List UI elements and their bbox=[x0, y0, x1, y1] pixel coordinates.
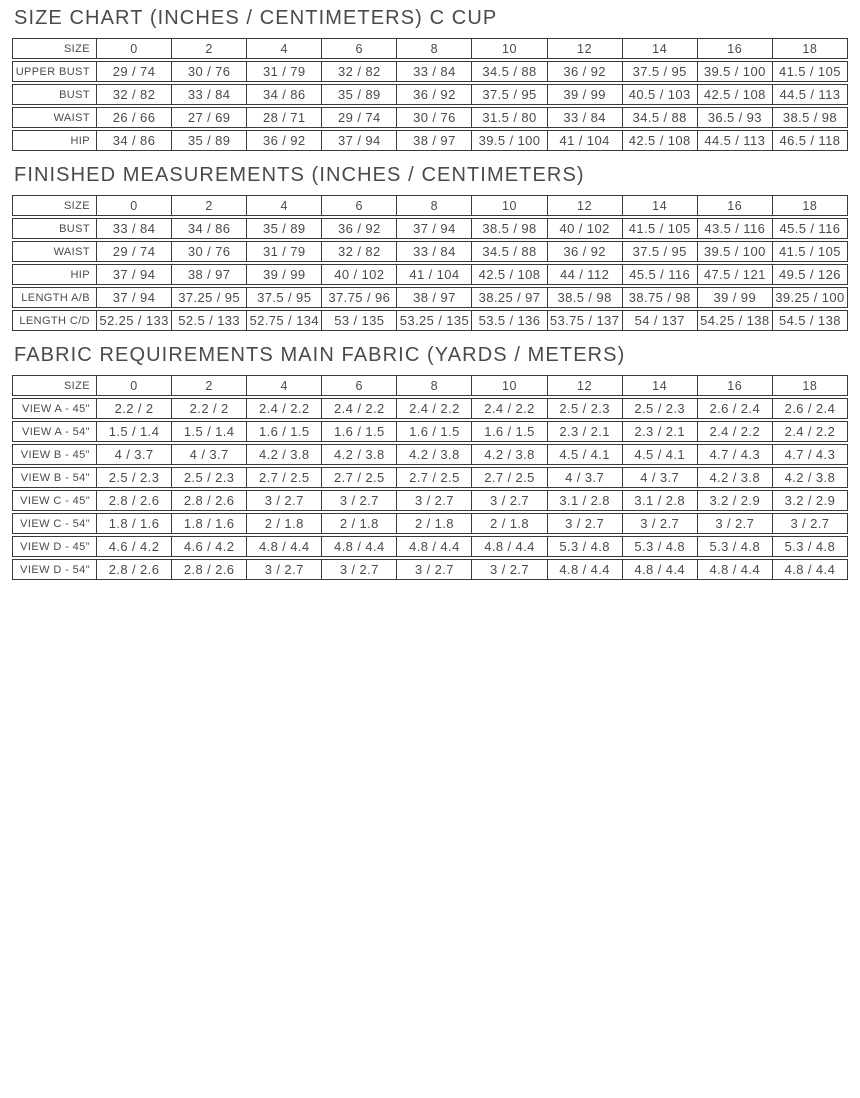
size-column-header: 6 bbox=[322, 195, 397, 216]
table-row bbox=[12, 444, 848, 465]
value-cell: 3 / 2.7 bbox=[397, 559, 472, 580]
value-cell: 32 / 82 bbox=[97, 84, 172, 105]
table-row bbox=[12, 490, 848, 511]
value-cell: 45.5 / 116 bbox=[623, 264, 698, 285]
value-cell: 3 / 2.7 bbox=[322, 490, 397, 511]
fabric-requirements-table bbox=[12, 373, 848, 582]
value-cell: 37.5 / 95 bbox=[247, 287, 322, 308]
value-cell: 46.5 / 118 bbox=[773, 130, 848, 151]
value-cell: 4.7 / 4.3 bbox=[773, 444, 848, 465]
value-cell: 4 / 3.7 bbox=[97, 444, 172, 465]
size-column-header: 12 bbox=[548, 38, 623, 59]
row-label: VIEW C - 45" bbox=[12, 490, 97, 511]
size-column-header: 14 bbox=[623, 195, 698, 216]
value-cell: 37.5 / 95 bbox=[623, 61, 698, 82]
value-cell: 4 / 3.7 bbox=[623, 467, 698, 488]
value-cell: 42.5 / 108 bbox=[623, 130, 698, 151]
value-cell: 5.3 / 4.8 bbox=[623, 536, 698, 557]
value-cell: 3 / 2.7 bbox=[397, 490, 472, 511]
table-row bbox=[12, 107, 848, 128]
row-label: UPPER BUST bbox=[12, 61, 97, 82]
value-cell: 39 / 99 bbox=[698, 287, 773, 308]
value-cell: 29 / 74 bbox=[322, 107, 397, 128]
size-column-header: 4 bbox=[247, 375, 322, 396]
value-cell: 44.5 / 113 bbox=[698, 130, 773, 151]
size-column-header: 16 bbox=[698, 195, 773, 216]
value-cell: 41 / 104 bbox=[548, 130, 623, 151]
value-cell: 30 / 76 bbox=[397, 107, 472, 128]
value-cell: 1.5 / 1.4 bbox=[97, 421, 172, 442]
value-cell: 38.5 / 98 bbox=[548, 287, 623, 308]
value-cell: 2.5 / 2.3 bbox=[172, 467, 247, 488]
value-cell: 4.2 / 3.8 bbox=[698, 467, 773, 488]
value-cell: 39.5 / 100 bbox=[472, 130, 547, 151]
size-header-label: SIZE bbox=[12, 195, 97, 216]
table-row bbox=[12, 61, 848, 82]
value-cell: 35 / 89 bbox=[247, 218, 322, 239]
value-cell: 2 / 1.8 bbox=[397, 513, 472, 534]
value-cell: 40 / 102 bbox=[322, 264, 397, 285]
size-column-header: 18 bbox=[773, 195, 848, 216]
size-column-header: 8 bbox=[397, 38, 472, 59]
value-cell: 4.2 / 3.8 bbox=[472, 444, 547, 465]
size-column-header: 2 bbox=[172, 195, 247, 216]
value-cell: 2.7 / 2.5 bbox=[397, 467, 472, 488]
value-cell: 33 / 84 bbox=[172, 84, 247, 105]
finished-measurements-title: FINISHED MEASUREMENTS (INCHES / CENTIMETERS) bbox=[14, 164, 585, 186]
value-cell: 2.4 / 2.2 bbox=[472, 398, 547, 419]
value-cell: 2.5 / 2.3 bbox=[623, 398, 698, 419]
size-column-header: 12 bbox=[548, 375, 623, 396]
value-cell: 3 / 2.7 bbox=[698, 513, 773, 534]
value-cell: 52.5 / 133 bbox=[172, 310, 247, 331]
size-column-header: 0 bbox=[97, 195, 172, 216]
size-header-label: SIZE bbox=[12, 38, 97, 59]
value-cell: 34 / 86 bbox=[97, 130, 172, 151]
value-cell: 27 / 69 bbox=[172, 107, 247, 128]
value-cell: 4.8 / 4.4 bbox=[623, 559, 698, 580]
value-cell: 4.2 / 3.8 bbox=[773, 467, 848, 488]
value-cell: 53.75 / 137 bbox=[548, 310, 623, 331]
size-column-header: 8 bbox=[397, 375, 472, 396]
row-label: LENGTH C/D bbox=[12, 310, 97, 331]
value-cell: 29 / 74 bbox=[97, 61, 172, 82]
value-cell: 2.8 / 2.6 bbox=[172, 559, 247, 580]
value-cell: 42.5 / 108 bbox=[698, 84, 773, 105]
value-cell: 2.5 / 2.3 bbox=[97, 467, 172, 488]
size-column-header: 18 bbox=[773, 375, 848, 396]
value-cell: 37 / 94 bbox=[97, 264, 172, 285]
value-cell: 42.5 / 108 bbox=[472, 264, 547, 285]
row-label: VIEW B - 54" bbox=[12, 467, 97, 488]
value-cell: 2.5 / 2.3 bbox=[548, 398, 623, 419]
value-cell: 2.6 / 2.4 bbox=[773, 398, 848, 419]
table-row bbox=[12, 467, 848, 488]
size-column-header: 2 bbox=[172, 375, 247, 396]
size-header-label: SIZE bbox=[12, 375, 97, 396]
value-cell: 4.6 / 4.2 bbox=[97, 536, 172, 557]
size-column-header: 4 bbox=[247, 195, 322, 216]
value-cell: 4.2 / 3.8 bbox=[397, 444, 472, 465]
value-cell: 31 / 79 bbox=[247, 241, 322, 262]
value-cell: 33 / 84 bbox=[397, 61, 472, 82]
table-row bbox=[12, 310, 848, 331]
value-cell: 2.4 / 2.2 bbox=[322, 398, 397, 419]
value-cell: 2.8 / 2.6 bbox=[97, 559, 172, 580]
value-cell: 47.5 / 121 bbox=[698, 264, 773, 285]
value-cell: 49.5 / 126 bbox=[773, 264, 848, 285]
value-cell: 3 / 2.7 bbox=[247, 559, 322, 580]
value-cell: 34 / 86 bbox=[172, 218, 247, 239]
size-column-header: 16 bbox=[698, 375, 773, 396]
value-cell: 31 / 79 bbox=[247, 61, 322, 82]
row-label: VIEW C - 54" bbox=[12, 513, 97, 534]
value-cell: 4.2 / 3.8 bbox=[247, 444, 322, 465]
value-cell: 3 / 2.7 bbox=[472, 559, 547, 580]
value-cell: 2 / 1.8 bbox=[322, 513, 397, 534]
value-cell: 4.8 / 4.4 bbox=[397, 536, 472, 557]
value-cell: 2.2 / 2 bbox=[97, 398, 172, 419]
size-header-row bbox=[12, 195, 848, 216]
value-cell: 2 / 1.8 bbox=[472, 513, 547, 534]
table-row bbox=[12, 264, 848, 285]
value-cell: 29 / 74 bbox=[97, 241, 172, 262]
value-cell: 4.8 / 4.4 bbox=[247, 536, 322, 557]
value-cell: 34.5 / 88 bbox=[472, 241, 547, 262]
value-cell: 38.75 / 98 bbox=[623, 287, 698, 308]
value-cell: 2.7 / 2.5 bbox=[322, 467, 397, 488]
size-column-header: 10 bbox=[472, 38, 547, 59]
value-cell: 31.5 / 80 bbox=[472, 107, 547, 128]
value-cell: 3.1 / 2.8 bbox=[623, 490, 698, 511]
value-cell: 34.5 / 88 bbox=[623, 107, 698, 128]
value-cell: 38 / 97 bbox=[397, 287, 472, 308]
size-column-header: 18 bbox=[773, 38, 848, 59]
value-cell: 40.5 / 103 bbox=[623, 84, 698, 105]
value-cell: 4 / 3.7 bbox=[172, 444, 247, 465]
value-cell: 52.25 / 133 bbox=[97, 310, 172, 331]
value-cell: 36 / 92 bbox=[247, 130, 322, 151]
value-cell: 34.5 / 88 bbox=[472, 61, 547, 82]
value-cell: 2.4 / 2.2 bbox=[397, 398, 472, 419]
value-cell: 3.2 / 2.9 bbox=[698, 490, 773, 511]
section-finished-measurements bbox=[12, 164, 848, 333]
value-cell: 54.25 / 138 bbox=[698, 310, 773, 331]
row-label: WAIST bbox=[12, 241, 97, 262]
value-cell: 4.8 / 4.4 bbox=[698, 559, 773, 580]
value-cell: 3 / 2.7 bbox=[548, 513, 623, 534]
value-cell: 38.25 / 97 bbox=[472, 287, 547, 308]
table-row bbox=[12, 287, 848, 308]
value-cell: 4.5 / 4.1 bbox=[548, 444, 623, 465]
value-cell: 37.75 / 96 bbox=[322, 287, 397, 308]
value-cell: 4 / 3.7 bbox=[548, 467, 623, 488]
value-cell: 38 / 97 bbox=[172, 264, 247, 285]
size-column-header: 6 bbox=[322, 38, 397, 59]
value-cell: 2.4 / 2.2 bbox=[698, 421, 773, 442]
size-column-header: 0 bbox=[97, 375, 172, 396]
value-cell: 33 / 84 bbox=[397, 241, 472, 262]
size-column-header: 10 bbox=[472, 375, 547, 396]
value-cell: 40 / 102 bbox=[548, 218, 623, 239]
value-cell: 33 / 84 bbox=[548, 107, 623, 128]
table-row bbox=[12, 421, 848, 442]
section-fabric-requirements bbox=[12, 344, 848, 582]
row-label: HIP bbox=[12, 130, 97, 151]
value-cell: 36 / 92 bbox=[397, 84, 472, 105]
value-cell: 37 / 94 bbox=[322, 130, 397, 151]
value-cell: 54 / 137 bbox=[623, 310, 698, 331]
value-cell: 2.8 / 2.6 bbox=[97, 490, 172, 511]
value-cell: 1.5 / 1.4 bbox=[172, 421, 247, 442]
value-cell: 4.8 / 4.4 bbox=[548, 559, 623, 580]
size-column-header: 0 bbox=[97, 38, 172, 59]
value-cell: 53.25 / 135 bbox=[397, 310, 472, 331]
value-cell: 1.6 / 1.5 bbox=[397, 421, 472, 442]
value-cell: 41.5 / 105 bbox=[773, 241, 848, 262]
row-label: VIEW D - 45" bbox=[12, 536, 97, 557]
value-cell: 1.6 / 1.5 bbox=[472, 421, 547, 442]
value-cell: 41.5 / 105 bbox=[623, 218, 698, 239]
table-row bbox=[12, 84, 848, 105]
value-cell: 3.2 / 2.9 bbox=[773, 490, 848, 511]
size-column-header: 4 bbox=[247, 38, 322, 59]
value-cell: 37.5 / 95 bbox=[623, 241, 698, 262]
value-cell: 5.3 / 4.8 bbox=[548, 536, 623, 557]
row-label: WAIST bbox=[12, 107, 97, 128]
size-column-header: 10 bbox=[472, 195, 547, 216]
value-cell: 2.8 / 2.6 bbox=[172, 490, 247, 511]
row-label: HIP bbox=[12, 264, 97, 285]
value-cell: 43.5 / 116 bbox=[698, 218, 773, 239]
value-cell: 54.5 / 138 bbox=[773, 310, 848, 331]
size-column-header: 12 bbox=[548, 195, 623, 216]
row-label: VIEW A - 54" bbox=[12, 421, 97, 442]
value-cell: 41.5 / 105 bbox=[773, 61, 848, 82]
value-cell: 3 / 2.7 bbox=[322, 559, 397, 580]
table-row bbox=[12, 559, 848, 580]
size-column-header: 14 bbox=[623, 375, 698, 396]
value-cell: 5.3 / 4.8 bbox=[698, 536, 773, 557]
value-cell: 1.8 / 1.6 bbox=[172, 513, 247, 534]
value-cell: 1.6 / 1.5 bbox=[322, 421, 397, 442]
value-cell: 39.5 / 100 bbox=[698, 61, 773, 82]
value-cell: 41 / 104 bbox=[397, 264, 472, 285]
row-label: VIEW D - 54" bbox=[12, 559, 97, 580]
value-cell: 33 / 84 bbox=[97, 218, 172, 239]
value-cell: 3 / 2.7 bbox=[247, 490, 322, 511]
row-label: VIEW B - 45" bbox=[12, 444, 97, 465]
value-cell: 37 / 94 bbox=[97, 287, 172, 308]
value-cell: 38.5 / 98 bbox=[472, 218, 547, 239]
table-row bbox=[12, 513, 848, 534]
value-cell: 38.5 / 98 bbox=[773, 107, 848, 128]
size-column-header: 8 bbox=[397, 195, 472, 216]
table-row bbox=[12, 536, 848, 557]
finished-measurements-table bbox=[12, 193, 848, 333]
value-cell: 3 / 2.7 bbox=[472, 490, 547, 511]
value-cell: 2.3 / 2.1 bbox=[548, 421, 623, 442]
size-column-header: 2 bbox=[172, 38, 247, 59]
fabric-requirements-title: FABRIC REQUIREMENTS MAIN FABRIC (YARDS / METERS) bbox=[14, 344, 626, 366]
table-row bbox=[12, 218, 848, 239]
value-cell: 39.25 / 100 bbox=[773, 287, 848, 308]
size-column-header: 6 bbox=[322, 375, 397, 396]
value-cell: 39 / 99 bbox=[247, 264, 322, 285]
value-cell: 36 / 92 bbox=[322, 218, 397, 239]
value-cell: 4.7 / 4.3 bbox=[698, 444, 773, 465]
value-cell: 36 / 92 bbox=[548, 241, 623, 262]
value-cell: 30 / 76 bbox=[172, 241, 247, 262]
value-cell: 32 / 82 bbox=[322, 61, 397, 82]
value-cell: 28 / 71 bbox=[247, 107, 322, 128]
value-cell: 4.5 / 4.1 bbox=[623, 444, 698, 465]
table-row bbox=[12, 130, 848, 151]
value-cell: 37.25 / 95 bbox=[172, 287, 247, 308]
size-header-row bbox=[12, 375, 848, 396]
value-cell: 2.2 / 2 bbox=[172, 398, 247, 419]
value-cell: 52.75 / 134 bbox=[247, 310, 322, 331]
size-chart-title: SIZE CHART (INCHES / CENTIMETERS) C CUP bbox=[14, 7, 498, 29]
value-cell: 53.5 / 136 bbox=[472, 310, 547, 331]
size-header-row bbox=[12, 38, 848, 59]
value-cell: 2.3 / 2.1 bbox=[623, 421, 698, 442]
value-cell: 26 / 66 bbox=[97, 107, 172, 128]
size-column-header: 16 bbox=[698, 38, 773, 59]
value-cell: 38 / 97 bbox=[397, 130, 472, 151]
table-row bbox=[12, 241, 848, 262]
value-cell: 3.1 / 2.8 bbox=[548, 490, 623, 511]
value-cell: 37 / 94 bbox=[397, 218, 472, 239]
value-cell: 35 / 89 bbox=[172, 130, 247, 151]
value-cell: 3 / 2.7 bbox=[623, 513, 698, 534]
value-cell: 39 / 99 bbox=[548, 84, 623, 105]
value-cell: 35 / 89 bbox=[322, 84, 397, 105]
value-cell: 4.2 / 3.8 bbox=[322, 444, 397, 465]
value-cell: 4.6 / 4.2 bbox=[172, 536, 247, 557]
value-cell: 4.8 / 4.4 bbox=[773, 559, 848, 580]
size-chart-table bbox=[12, 36, 848, 153]
value-cell: 32 / 82 bbox=[322, 241, 397, 262]
value-cell: 5.3 / 4.8 bbox=[773, 536, 848, 557]
value-cell: 2.6 / 2.4 bbox=[698, 398, 773, 419]
size-column-header: 14 bbox=[623, 38, 698, 59]
value-cell: 44.5 / 113 bbox=[773, 84, 848, 105]
value-cell: 2.4 / 2.2 bbox=[247, 398, 322, 419]
value-cell: 4.8 / 4.4 bbox=[322, 536, 397, 557]
value-cell: 3 / 2.7 bbox=[773, 513, 848, 534]
row-label: VIEW A - 45" bbox=[12, 398, 97, 419]
value-cell: 45.5 / 116 bbox=[773, 218, 848, 239]
value-cell: 39.5 / 100 bbox=[698, 241, 773, 262]
value-cell: 2.7 / 2.5 bbox=[472, 467, 547, 488]
value-cell: 34 / 86 bbox=[247, 84, 322, 105]
section-size-chart bbox=[12, 7, 848, 153]
row-label: LENGTH A/B bbox=[12, 287, 97, 308]
value-cell: 1.8 / 1.6 bbox=[97, 513, 172, 534]
value-cell: 36.5 / 93 bbox=[698, 107, 773, 128]
row-label: BUST bbox=[12, 84, 97, 105]
value-cell: 2 / 1.8 bbox=[247, 513, 322, 534]
value-cell: 36 / 92 bbox=[548, 61, 623, 82]
value-cell: 53 / 135 bbox=[322, 310, 397, 331]
value-cell: 2.7 / 2.5 bbox=[247, 467, 322, 488]
value-cell: 2.4 / 2.2 bbox=[773, 421, 848, 442]
value-cell: 1.6 / 1.5 bbox=[247, 421, 322, 442]
row-label: BUST bbox=[12, 218, 97, 239]
value-cell: 44 / 112 bbox=[548, 264, 623, 285]
value-cell: 37.5 / 95 bbox=[472, 84, 547, 105]
value-cell: 30 / 76 bbox=[172, 61, 247, 82]
value-cell: 4.8 / 4.4 bbox=[472, 536, 547, 557]
table-row bbox=[12, 398, 848, 419]
